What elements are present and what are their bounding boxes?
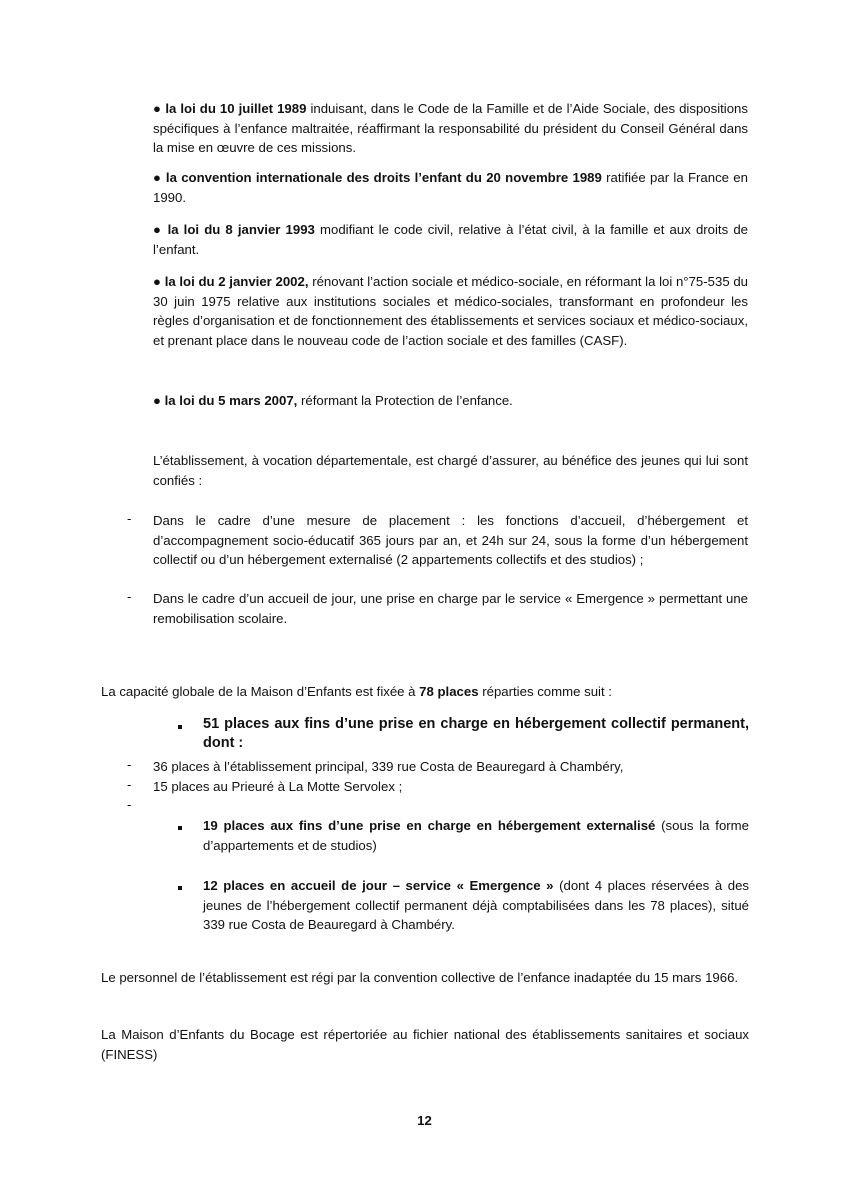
places-externalise: 19 places aux fins d’une prise en charge en hébergement externalisé (sous la forme d’appartements et de studios) — [203, 818, 749, 853]
square-bullet-icon — [178, 886, 182, 890]
law-text: induisant, dans le Code de la Famille et de l’Aide Sociale, des dispositions spécifiques à l’enfance maltraitée, réaffirmant la responsabilité du président du Conseil Général dans la mise en œuvre de ces missions. — [153, 101, 748, 155]
bullet-icon: ● — [153, 170, 162, 185]
law-title: la loi du 2 janvier 2002, — [164, 274, 309, 289]
bullet-icon: ● — [153, 393, 161, 408]
law-item — [153, 99, 748, 158]
dash-bullet: - — [127, 757, 132, 772]
bullet-icon: ● — [153, 222, 163, 237]
law-title: la loi du 8 janvier 1993 — [167, 222, 315, 237]
law-item — [153, 391, 748, 411]
dash-bullet: - — [127, 797, 132, 812]
law-title: la loi du 5 mars 2007, — [164, 393, 298, 408]
dash-bullet: - — [127, 777, 132, 792]
bullet-icon: ● — [153, 101, 162, 116]
mission-item: Dans le cadre d’un accueil de jour, une prise en charge par le service « Emergence » permettant une remobilisation scolaire. — [153, 591, 748, 626]
capacity-paragraph: La capacité globale de la Maison d’Enfants est fixée à 78 places réparties comme suit : — [101, 684, 612, 699]
law-text: ratifiée par la France en 1990. — [153, 170, 748, 205]
page-number: 12 — [417, 1113, 432, 1128]
places-collectif-title: 51 places aux fins d’une prise en charge en hébergement collectif permanent, dont : — [203, 716, 749, 751]
mission-item: Dans le cadre d’une mesure de placement : les fonctions d’accueil, d’hébergement et d’accompagnement socio-éducatif 365 jours par an, et 24h sur 24, sous la forme d’un hébergement collectif ou d’un hébergement externalisé (2 appartements collectifs et des studios) ; — [153, 513, 748, 567]
dash-bullet: - — [127, 511, 132, 526]
law-title: la loi du 10 juillet 1989 — [165, 101, 307, 116]
personnel-paragraph: Le personnel de l’établissement est régi par la convention collective de l’enfance inadaptée du 15 mars 1966. — [101, 970, 739, 985]
law-item — [153, 272, 748, 350]
capacity-total: 78 places — [419, 684, 479, 699]
law-title: la convention internationale des droits l’enfant du 20 novembre 1989 — [165, 170, 602, 185]
dash-bullet: - — [127, 589, 132, 604]
law-text: réformant la Protection de l’enfance. — [297, 393, 513, 408]
finess-paragraph: La Maison d’Enfants du Bocage est répertoriée au fichier national des établissements sanitaires et sociaux (FINESS) — [101, 1027, 749, 1062]
intro-paragraph: L’établissement, à vocation départementale, est chargé d’assurer, au bénéfice des jeunes qui lui sont confiés : — [153, 453, 748, 488]
law-text: rénovant l’action sociale et médico-sociale, en réformant la loi n°75-535 du 30 juin 1975 relative aux institutions sociales et médico-sociales, transformant en profondeur les règles d’organisation et de fonctionnement des établissements et services sociaux et médico-sociaux, et prenant place dans le nouveau code de l’action sociale et des familles (CASF). — [153, 274, 749, 348]
square-bullet-icon — [178, 725, 182, 729]
places-accueil-jour: 12 places en accueil de jour – service « Emergence » (dont 4 places réservées à des jeunes de l’hébergement collectif permanent déjà comptabilisées dans les 78 places), situé 339 rue Costa de Beauregard à Chambéry. — [203, 878, 750, 932]
place-sub-item: 36 places à l’établissement principal, 339 rue Costa de Beauregard à Chambéry, — [153, 759, 624, 774]
square-bullet-icon — [178, 826, 182, 830]
law-item — [153, 168, 748, 207]
bullet-icon: ● — [153, 274, 161, 289]
place-sub-item: 15 places au Prieuré à La Motte Servolex ; — [153, 779, 403, 794]
law-text: modifiant le code civil, relative à l’état civil, à la famille et aux droits de l’enfant. — [153, 222, 748, 257]
law-item — [153, 220, 748, 259]
